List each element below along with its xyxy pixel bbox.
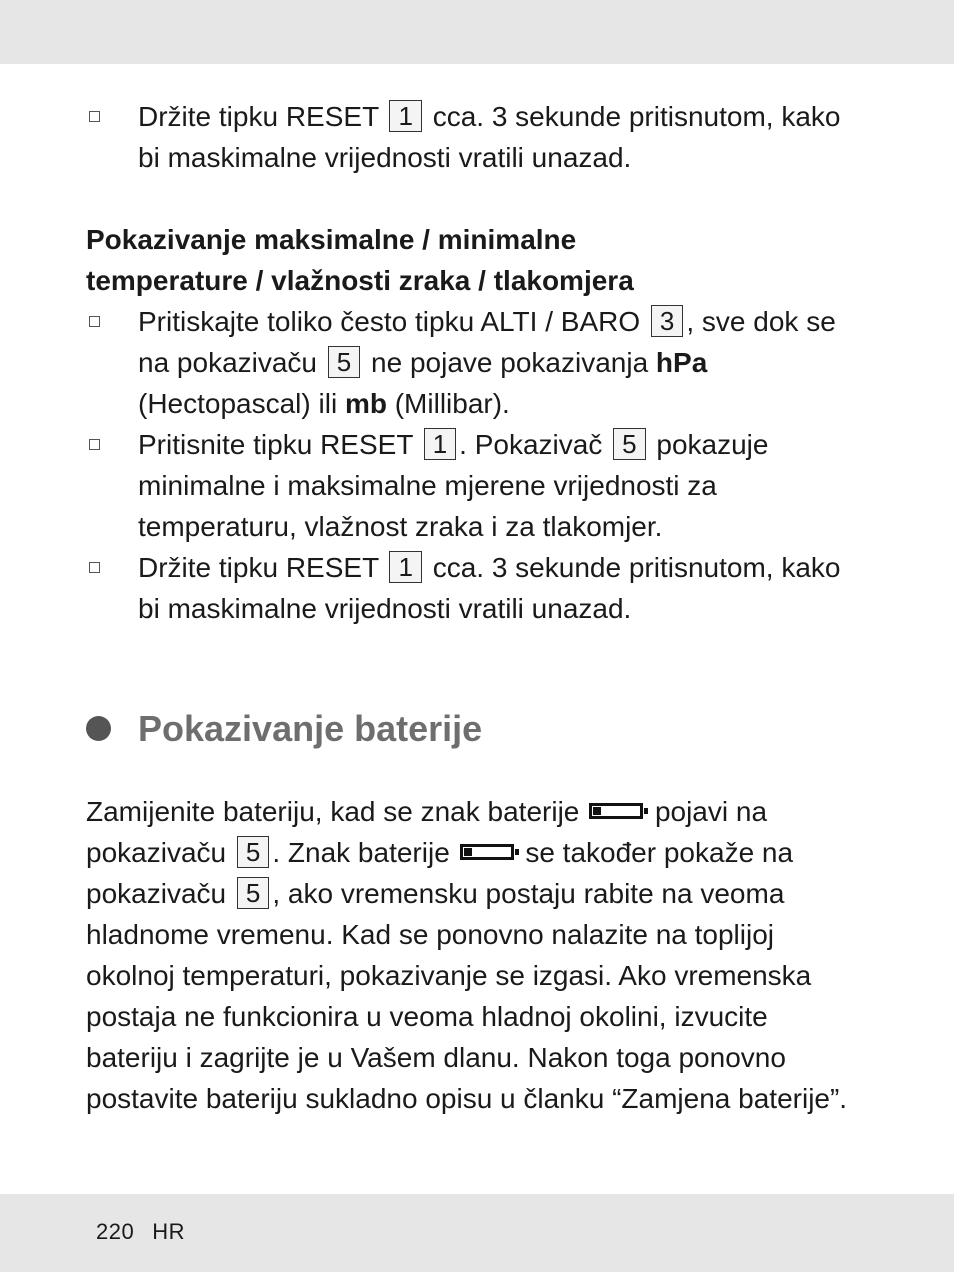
section-title: Pokazivanje baterije <box>138 708 483 749</box>
list-item <box>86 424 861 547</box>
unit-mb: mb <box>344 388 387 419</box>
item-text: cca. 3 sekunde pritisnutom, kako bi maskimalne vrijednosti vratili unazad. <box>138 552 841 624</box>
checkbox-bullet-icon <box>89 439 100 450</box>
battery-paragraph <box>86 791 861 1119</box>
battery-icon <box>589 803 643 819</box>
item-text: ne pojave pokazivanja <box>371 347 649 378</box>
item-text: Držite tipku RESET <box>138 101 379 132</box>
item-text: Pritiskajte toliko često tipku ALTI / BARO <box>138 306 641 337</box>
bullet-dot-icon <box>86 716 111 741</box>
paragraph-text: , ako vremensku postaju rabite na veoma hladnome vremenu. Kad se ponovno nalazite na toplijoj okolnoj temperaturi, pokazivanje se izgasi. Ako vremenska postaja ne funkcionira u veoma hladnoj okolini, izvucite bateriju i zagrijte je u Vašem dlanu. Nakon toga ponovno postavite bateriju sukladno opisu u članku “Zamjena baterije”. <box>86 878 848 1114</box>
paragraph-text: Zamijenite bateriju, kad se znak baterije <box>86 796 580 827</box>
key-reference: 1 <box>389 551 421 583</box>
key-reference: 3 <box>651 305 683 337</box>
item-text: (Hectopascal) ili <box>138 388 338 419</box>
list-item <box>86 96 861 178</box>
page-content <box>86 96 861 1119</box>
item-text: pokazuje minimalne i maksimalne mjerene vrijednosti za temperaturu, vlažnost zraka i za tlakomjer. <box>138 429 769 542</box>
language-code: HR <box>152 1219 185 1244</box>
item-text: cca. 3 sekunde pritisnutom, kako bi maskimalne vrijednosti vratili unazad. <box>138 101 841 173</box>
item-text: Držite tipku RESET <box>138 552 379 583</box>
list-item <box>86 301 861 424</box>
subheading-line: Pokazivanje maksimalne / minimalne <box>86 224 577 255</box>
item-text: , sve dok se na pokazivaču <box>138 306 836 378</box>
page-footer <box>96 1219 185 1245</box>
display-reference: 5 <box>237 877 269 909</box>
page-number: 220 <box>96 1219 135 1244</box>
paragraph-text: . Znak baterije <box>272 837 450 868</box>
battery-icon <box>460 844 514 860</box>
item-text: . Pokazivač <box>459 429 603 460</box>
header-band <box>0 0 954 64</box>
item-text: Pritisnite tipku RESET <box>138 429 413 460</box>
section-heading <box>86 705 861 753</box>
subheading <box>86 219 861 301</box>
display-reference: 5 <box>613 428 645 460</box>
checkbox-bullet-icon <box>89 562 100 573</box>
display-reference: 5 <box>328 346 360 378</box>
item-text: (Millibar). <box>394 388 510 419</box>
list-item <box>86 547 861 629</box>
key-reference: 1 <box>389 100 421 132</box>
unit-hpa: hPa <box>655 347 708 378</box>
paragraph-text: pojavi na pokazivaču <box>86 796 768 868</box>
checkbox-bullet-icon <box>89 111 100 122</box>
display-reference: 5 <box>237 836 269 868</box>
subheading-line: temperature / vlažnosti zraka / tlakomjera <box>86 265 634 296</box>
key-reference: 1 <box>424 428 456 460</box>
checkbox-bullet-icon <box>89 316 100 327</box>
paragraph-text: se također pokaže na pokazivaču <box>86 837 794 909</box>
